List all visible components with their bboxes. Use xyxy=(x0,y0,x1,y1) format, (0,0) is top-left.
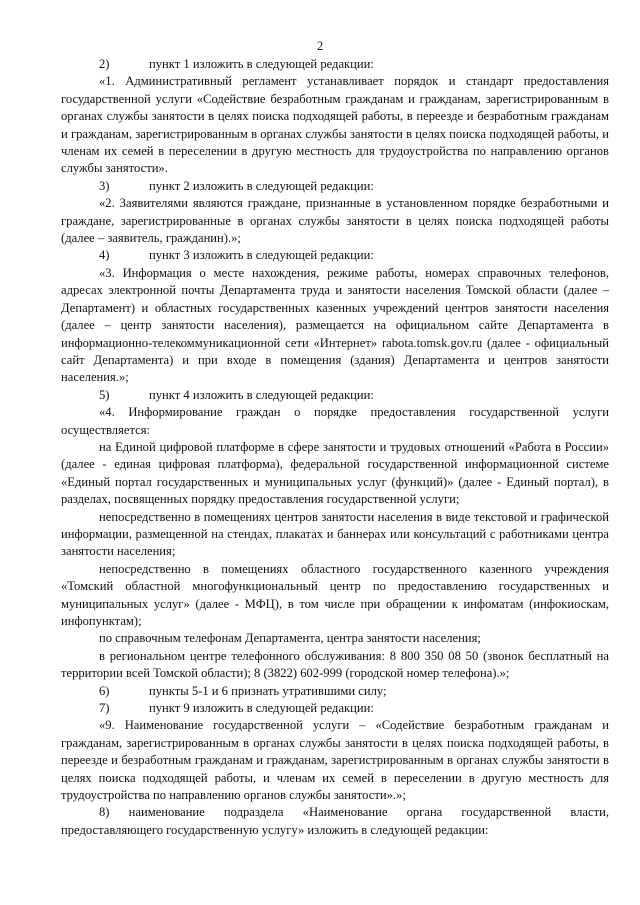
item-text: пункт 3 изложить в следующей редакции: xyxy=(149,248,374,263)
page-number: 2 xyxy=(316,39,324,53)
paragraph-clause-3: «3. Информация о месте нахождения, режиме работы, номерах справочных телефонов, адресах электронной почты Департамента труда и занятости населения Томской области (далее – Департамент) и областных государственных казенных учреждений центров занятости населения (далее – центр занятости населения), размещается на официальном сайте Департамента в информационно-телекоммуникационной сети «Интернет» rabota.tomsk.gov.ru (далее - официальный сайт Департамента) и при входе в помещения (здания) Департамента и центров занятости населения.»; xyxy=(61,265,609,385)
item-text: пункт 1 изложить в следующей редакции: xyxy=(149,57,374,71)
list-item-3 xyxy=(61,178,609,195)
list-item-4 xyxy=(61,247,609,264)
paragraph-clause-4: «4. Информирование граждан о порядке предоставления государственной услуги осуществляется: xyxy=(61,405,609,437)
list-item-6 xyxy=(61,683,609,700)
item-number: 7) xyxy=(99,701,110,716)
item-text: пункт 4 изложить в следующей редакции: xyxy=(149,387,374,402)
document-body xyxy=(61,56,609,839)
item-number: 5) xyxy=(99,387,110,402)
item-number: 6) xyxy=(99,683,110,698)
paragraph-digital-platform: на Единой цифровой платформе в сфере занятости и трудовых отношений «Работа в России» (далее - единая цифровая платформа), федеральной государственной информационной системе «Единый портал государственных и муниципальных услуг (функций)» (далее - Единый портал), в разделах, посвященных порядку предоставления государственной услуги; xyxy=(61,439,609,507)
item-text: пункт 9 изложить в следующей редакции: xyxy=(149,701,374,716)
paragraph-employment-centers: непосредственно в помещениях центров занятости населения в виде текстовой и графической информации, размещенной на стендах, плакатах и баннерах или консультаций с работниками центра занятости населения; xyxy=(61,509,609,559)
paragraph-mfc: непосредственно в помещениях областного государственного казенного учреждения «Томский областной многофункциональный центр по предоставлению государственных и муниципальных услуг» (далее - МФЦ), в том числе при обращении к инфоматам (инфокиоскам, инфопунктам); xyxy=(61,561,609,628)
paragraph-item-8: 8) наименование подраздела «Наименование органа государственной власти, предоставляющего государственную услугу» изложить в следующей редакции: xyxy=(61,805,609,837)
item-number: 4) xyxy=(99,248,110,263)
paragraph-call-center: в региональном центре телефонного обслуживания: 8 800 350 08 50 (звонок бесплатный на территории всей Томской области); 8 (3822) 602-999 (городской номер телефона).»; xyxy=(61,648,609,681)
paragraph-clause-2: «2. Заявителями являются граждане, признанные в установленном порядке безработными и граждане, зарегистрированные в органах службы занятости в целях поиска подходящей работы (далее – заявитель, гражданин).»; xyxy=(61,196,609,246)
item-text: пункты 5-1 и 6 признать утратившими силу; xyxy=(149,683,387,698)
item-text: пункт 2 изложить в следующей редакции: xyxy=(149,178,374,193)
list-item-5 xyxy=(61,387,609,404)
list-item-7 xyxy=(61,700,609,717)
item-number: 3) xyxy=(99,178,110,193)
item-number: 2) xyxy=(99,57,110,71)
paragraph-clause-9: «9. Наименование государственной услуги – «Содействие безработным гражданам и гражданам, зарегистрированным в органах службы занятости в целях поиска подходящей работы, в переезде и безработным гражданам и гражданам, зарегистрированным в органах службы занятости в целях поиска подходящей работы, и членам их семей в переселении в другую местность для трудоустройства по направлению органов службы занятости».»; xyxy=(61,718,609,803)
paragraph-clause-1: «1. Административный регламент устанавливает порядок и стандарт предоставления государственной услуги «Содействие безработным гражданам и гражданам, зарегистрированным в органах службы занятости в целях поиска подходящей работы, в переезде и безработным гражданам и гражданам, зарегистрированным в органах службы занятости в целях поиска подходящей работы, и членам их семей в переселении в другую местность для трудоустройства по направлению органов службы занятости». xyxy=(61,74,609,176)
paragraph-phones: по справочным телефонам Департамента, центра занятости населения; xyxy=(99,631,481,646)
list-item-2 xyxy=(61,56,609,73)
